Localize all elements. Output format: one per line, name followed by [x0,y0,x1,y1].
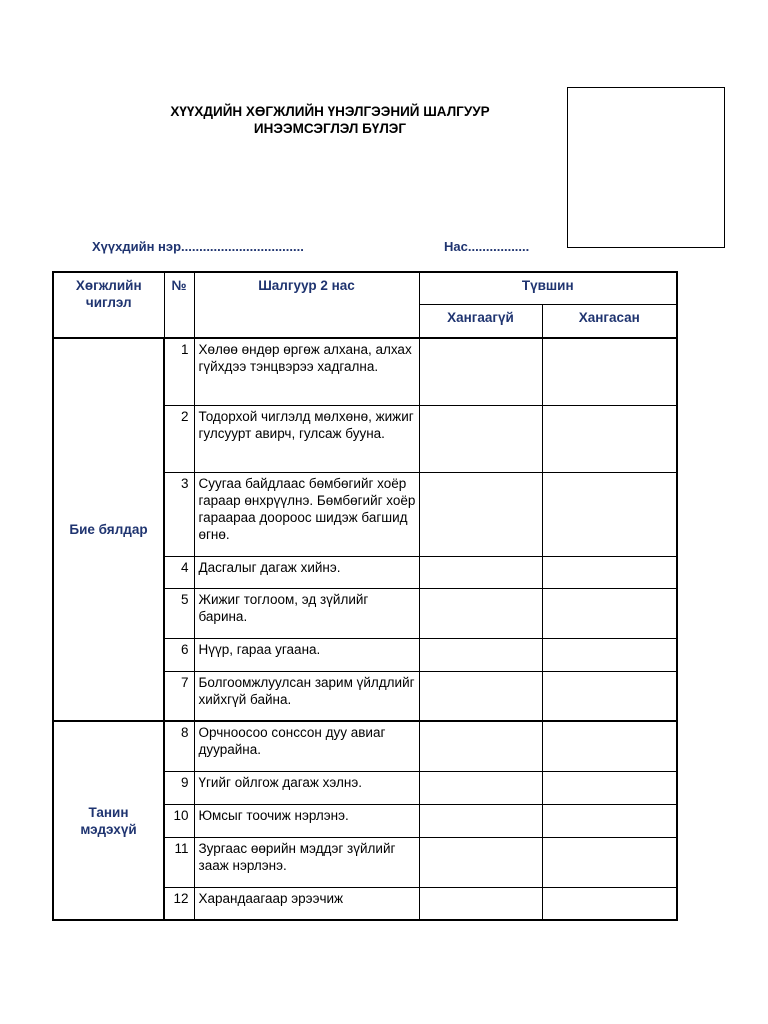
table-row [53,721,677,771]
row-num: 7 [164,671,194,721]
not-met-cell[interactable] [419,721,542,771]
child-name-field[interactable]: Хүүхдийн нэр.................................. [92,239,304,254]
header-num: № [164,272,194,338]
not-met-cell[interactable] [419,556,542,588]
document-title [0,103,660,137]
not-met-cell[interactable] [419,588,542,638]
age-field[interactable]: Нас................. [444,239,530,254]
row-num: 11 [164,837,194,887]
row-criteria: Тодорхой чиглэлд мөлхөнө, жижиг гулсуурт авирч, гулсаж бууна. [194,405,419,472]
met-cell[interactable] [542,472,677,556]
header-area: Хөгжлийн чиглэл [53,272,164,338]
row-num: 5 [164,588,194,638]
photo-box [567,87,725,248]
met-cell[interactable] [542,588,677,638]
row-num: 1 [164,338,194,405]
area-physical: Бие бялдар [53,338,164,721]
title-line-1: ХҮҮХДИЙН ХӨГЖЛИЙН ҮНЭЛГЭЭНИЙ ШАЛГУУР [170,104,490,119]
not-met-cell[interactable] [419,887,542,920]
row-criteria: Нүүр, гараа угаана. [194,638,419,671]
met-cell[interactable] [542,721,677,771]
row-criteria: Харандаагаар эрээчиж [194,887,419,920]
not-met-cell[interactable] [419,771,542,804]
met-cell[interactable] [542,638,677,671]
row-criteria: Юмсыг тоочиж нэрлэнэ. [194,804,419,837]
row-criteria: Болгоомжлуулсан зарим үйлдлийг хийхгүй байна. [194,671,419,721]
row-num: 4 [164,556,194,588]
met-cell[interactable] [542,771,677,804]
met-cell[interactable] [542,338,677,405]
row-num: 3 [164,472,194,556]
not-met-cell[interactable] [419,472,542,556]
not-met-cell[interactable] [419,837,542,887]
row-criteria: Дасгалыг дагаж хийнэ. [194,556,419,588]
row-criteria: Үгийг ойлгож дагаж хэлнэ. [194,771,419,804]
not-met-cell[interactable] [419,405,542,472]
met-cell[interactable] [542,556,677,588]
assessment-table [52,271,678,921]
row-criteria: Зургаас өөрийн мэддэг зүйлийг зааж нэрлэнэ. [194,837,419,887]
met-cell[interactable] [542,671,677,721]
row-criteria: Орчноосоо сонссон дуу авиаг дуурайна. [194,721,419,771]
header-level: Түвшин [419,272,677,304]
not-met-cell[interactable] [419,338,542,405]
not-met-cell[interactable] [419,638,542,671]
row-criteria: Хөлөө өндөр өргөж алхана, алхах гүйхдээ тэнцвэрээ хадгална. [194,338,419,405]
row-num: 10 [164,804,194,837]
not-met-cell[interactable] [419,804,542,837]
met-cell[interactable] [542,887,677,920]
title-line-2: ИНЭЭМСЭГЛЭЛ БҮЛЭГ [253,121,407,136]
met-cell[interactable] [542,405,677,472]
header-criteria: Шалгуур 2 нас [194,272,419,338]
row-criteria: Жижиг тоглоом, эд зүйлийг барина. [194,588,419,638]
row-num: 9 [164,771,194,804]
row-num: 12 [164,887,194,920]
met-cell[interactable] [542,837,677,887]
met-cell[interactable] [542,804,677,837]
header-met: Хангасан [542,304,677,338]
row-num: 6 [164,638,194,671]
area-cognitive: Танин мэдэхүй [53,721,164,920]
row-num: 8 [164,721,194,771]
table-row [53,338,677,405]
row-num: 2 [164,405,194,472]
header-not-met: Хангаагүй [419,304,542,338]
row-criteria: Суугаа байдлаас бөмбөгийг хоёр гараар өнхрүүлнэ. Бөмбөгийг хоёр гараараа дооpoос шидэж багшид өгнө. [194,472,419,556]
not-met-cell[interactable] [419,671,542,721]
